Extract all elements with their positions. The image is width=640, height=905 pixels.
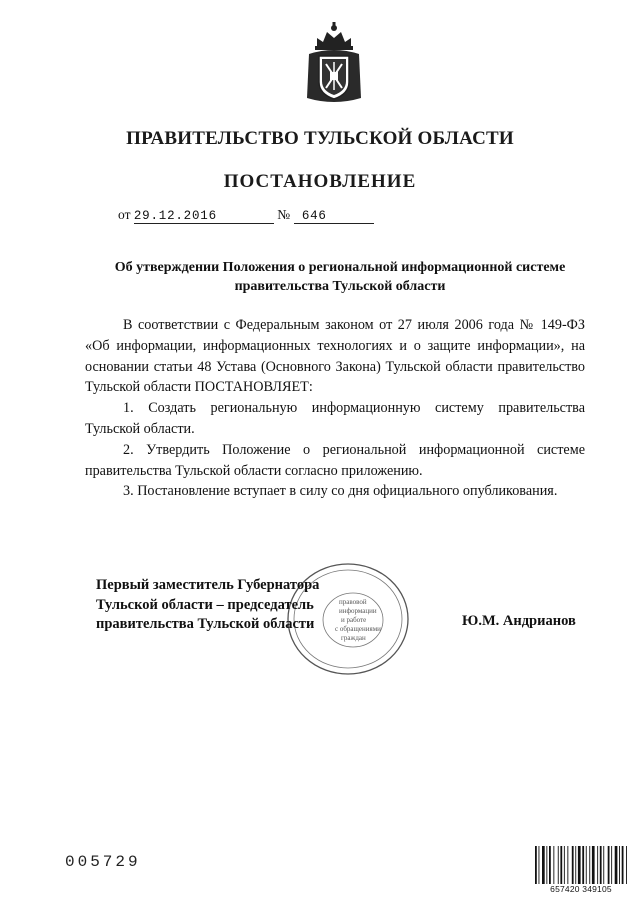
- signer-position-line: правительства Тульской области: [96, 616, 315, 632]
- document-subject: [60, 258, 620, 296]
- tula-coat-of-arms-icon: [303, 20, 365, 106]
- stamp-text: с обращениями: [335, 625, 381, 633]
- body-paragraph: В соответствии с Федеральным законом от 27 июля 2006 года № 149-ФЗ «Об информации, информационных технологиях и о защите информации», на основании статьи 48 Устава (Основного Закона) Тульской области правительство Тульской области ПОСТАНОВЛЯЕТ:: [85, 317, 585, 396]
- document-number-value: 646: [301, 209, 327, 223]
- document-date: [134, 209, 274, 224]
- stamp-text: и работе: [341, 616, 367, 624]
- subject-line: Об утверждении Положения о региональной информационной системе: [114, 260, 566, 275]
- body-paragraph: 2. Утвердить Положение о региональной информационной системе правительства Тульской области согласно приложению.: [85, 441, 585, 479]
- stamp-text: граждан: [341, 634, 366, 642]
- signer-position: [96, 576, 356, 635]
- subject-line: правительства Тульской области: [234, 279, 446, 294]
- body-paragraph: 1. Создать региональную информационную систему правительства Тульской области.: [85, 400, 585, 437]
- signer-position-line: Первый заместитель Губернатора: [96, 577, 320, 593]
- document-body: [85, 315, 585, 502]
- serial-number: 005729: [65, 853, 141, 871]
- stamp-text: правовой: [339, 598, 367, 606]
- body-paragraph: 3. Постановление вступает в силу со дня официального опубликования.: [123, 483, 558, 500]
- stamp-text: информации: [339, 607, 377, 615]
- date-prefix: от: [118, 207, 131, 222]
- document-type: ПОСТАНОВЛЕНИЕ: [223, 171, 417, 192]
- page-title: ПРАВИТЕЛЬСТВО ТУЛЬСКОЙ ОБЛАСТИ: [126, 128, 514, 149]
- date-number-line: [118, 207, 374, 224]
- document-number: [294, 209, 374, 224]
- signer-position-line: Тульской области – председатель: [96, 596, 314, 613]
- barcode-number: 657420 349105: [550, 884, 612, 894]
- document-date-value: 29.12.2016: [133, 209, 217, 223]
- number-prefix: №: [277, 207, 291, 222]
- barcode-icon: [534, 846, 628, 884]
- signer-name: Ю.М. Андрианов: [462, 613, 576, 629]
